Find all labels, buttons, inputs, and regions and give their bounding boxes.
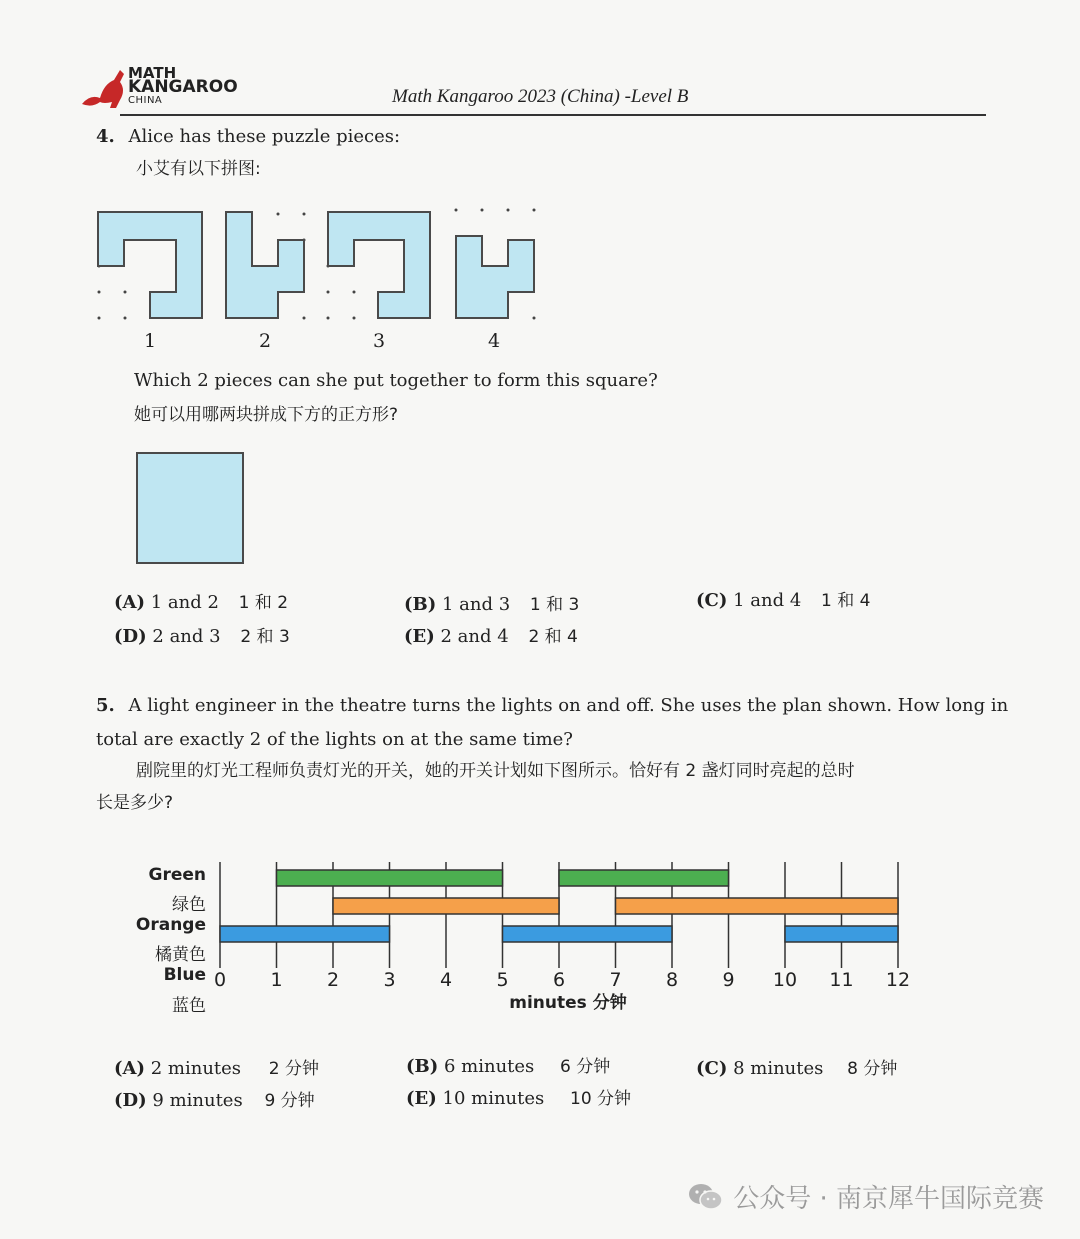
q4-option-e[interactable] xyxy=(404,622,578,647)
q4-option-b[interactable] xyxy=(404,590,579,615)
option-text: 2 minutes xyxy=(150,1058,242,1079)
bar-blue-3 xyxy=(785,926,898,942)
piece-label-2: 2 xyxy=(259,330,272,352)
piece-3 xyxy=(328,212,430,318)
q4-prompt-cn: 小艾有以下拼图: xyxy=(136,159,261,179)
option-text-cn: 6 分钟 xyxy=(560,1057,611,1077)
tick-label-8: 8 xyxy=(665,969,679,991)
q5-number: 5. xyxy=(96,695,115,716)
tick-label-1: 1 xyxy=(270,969,283,991)
bar-orange-2 xyxy=(616,898,899,914)
tick-label-2: 2 xyxy=(326,969,340,991)
q5-text-line1: A light engineer in the theatre turns the lights on and off. She uses the plan shown. How long in xyxy=(128,695,1009,716)
tick-label-4: 4 xyxy=(439,969,453,991)
q5-option-c[interactable] xyxy=(696,1054,897,1079)
tick-label-12: 12 xyxy=(885,969,911,991)
tick-label-5: 5 xyxy=(496,969,509,991)
tick-label-9: 9 xyxy=(722,969,735,991)
logo-line3: CHINA xyxy=(128,95,163,106)
target-square xyxy=(136,452,244,564)
bar-blue-2 xyxy=(503,926,673,942)
series-label-orange: Orange xyxy=(135,915,206,935)
option-letter: (E) xyxy=(404,626,435,647)
q4-question-cn: 她可以用哪两块拼成下方的正方形? xyxy=(134,405,399,425)
piece-1 xyxy=(98,212,202,318)
option-letter: (B) xyxy=(404,594,437,615)
option-letter: (D) xyxy=(114,626,147,647)
wechat-icon xyxy=(687,1182,723,1212)
page-title: Math Kangaroo 2023 (China) -Level B xyxy=(392,86,689,107)
series-label-orange-cn: 橘黄色 xyxy=(155,945,206,965)
series-label-green-cn: 绿色 xyxy=(172,895,206,915)
option-text: 1 and 3 xyxy=(441,594,511,615)
option-text: 10 minutes xyxy=(442,1088,545,1109)
math-kangaroo-logo xyxy=(80,64,238,112)
option-text-cn: 1 和 4 xyxy=(821,591,871,611)
piece-4 xyxy=(456,236,534,318)
series-label-blue: Blue xyxy=(163,965,206,985)
series-label-green: Green xyxy=(148,865,206,885)
option-text: 1 and 4 xyxy=(733,590,802,611)
option-letter: (C) xyxy=(696,590,728,611)
option-text-cn: 10 分钟 xyxy=(570,1089,632,1109)
option-letter: (C) xyxy=(696,1058,728,1079)
option-text: 2 and 3 xyxy=(152,626,221,647)
q4-question-en: Which 2 pieces can she put together to form this square? xyxy=(134,370,658,391)
q5-text-cn-2: 长是多少? xyxy=(96,793,174,813)
option-text: 8 minutes xyxy=(733,1058,824,1079)
tick-label-3: 3 xyxy=(383,969,396,991)
option-text-cn: 1 和 2 xyxy=(238,593,289,613)
option-text-cn: 1 和 3 xyxy=(529,595,580,615)
option-text-cn: 8 分钟 xyxy=(847,1059,898,1079)
tick-label-6: 6 xyxy=(552,969,566,991)
logo-text xyxy=(128,66,238,108)
logo-line2: KANGAROO xyxy=(128,77,238,97)
bar-blue-1 xyxy=(220,926,390,942)
q5-option-d[interactable] xyxy=(114,1086,315,1111)
q4-number: 4. xyxy=(96,126,115,147)
tick-labels xyxy=(214,969,910,991)
watermark-text: 公众号 · 南京犀牛国际竞赛 xyxy=(733,1184,1044,1214)
tick-label-0: 0 xyxy=(213,969,227,991)
x-axis-label: minutes 分钟 xyxy=(509,993,627,1013)
piece-label-4: 4 xyxy=(488,330,501,352)
watermark xyxy=(687,1178,1044,1215)
option-text: 1 and 2 xyxy=(150,592,219,613)
bar-green-1 xyxy=(277,870,503,886)
series-label-blue-cn: 蓝色 xyxy=(172,996,206,1016)
chart-bars xyxy=(220,870,898,942)
q4-prompt-text: Alice has these puzzle pieces: xyxy=(128,126,401,147)
piece-2 xyxy=(226,212,304,318)
q5-text-en-1 xyxy=(96,693,1008,719)
q4-prompt-en xyxy=(96,124,400,150)
tick-label-11: 11 xyxy=(829,969,854,991)
tick-label-10: 10 xyxy=(772,969,798,991)
option-text-cn: 2 和 3 xyxy=(240,627,290,647)
q5-option-a[interactable] xyxy=(114,1054,319,1079)
bar-orange-1 xyxy=(333,898,559,914)
q5-option-b[interactable] xyxy=(406,1052,610,1077)
option-text-cn: 2 分钟 xyxy=(268,1059,320,1079)
piece-label-1: 1 xyxy=(144,330,157,352)
option-letter: (A) xyxy=(114,1058,145,1079)
kangaroo-icon xyxy=(80,64,130,112)
option-text-cn: 9 分钟 xyxy=(264,1091,315,1111)
bar-green-2 xyxy=(559,870,729,886)
option-text: 6 minutes xyxy=(443,1056,535,1077)
q4-option-c[interactable] xyxy=(696,586,870,611)
option-letter: (B) xyxy=(406,1056,439,1077)
tick-label-7: 7 xyxy=(609,969,622,991)
puzzle-pieces-figure xyxy=(90,200,550,330)
logo-line1: MATH xyxy=(128,64,177,82)
option-text: 9 minutes xyxy=(152,1090,243,1111)
piece-label-3: 3 xyxy=(373,330,386,352)
option-letter: (E) xyxy=(406,1088,437,1109)
q4-option-d[interactable] xyxy=(114,622,290,647)
q5-text-cn-1: 剧院里的灯光工程师负责灯光的开关，她的开关计划如下图所示。恰好有 2 盏灯同时亮起的总时 xyxy=(136,761,855,781)
lights-plan-chart xyxy=(200,856,920,1026)
q5-text-en-2: total are exactly 2 of the lights on at the same time? xyxy=(96,729,573,750)
q5-option-e[interactable] xyxy=(406,1084,631,1109)
option-text: 2 and 4 xyxy=(440,626,509,647)
option-letter: (A) xyxy=(114,592,145,613)
q4-option-a[interactable] xyxy=(114,588,288,613)
option-text-cn: 2 和 4 xyxy=(528,627,578,647)
header-divider xyxy=(120,114,986,116)
option-letter: (D) xyxy=(114,1090,147,1111)
